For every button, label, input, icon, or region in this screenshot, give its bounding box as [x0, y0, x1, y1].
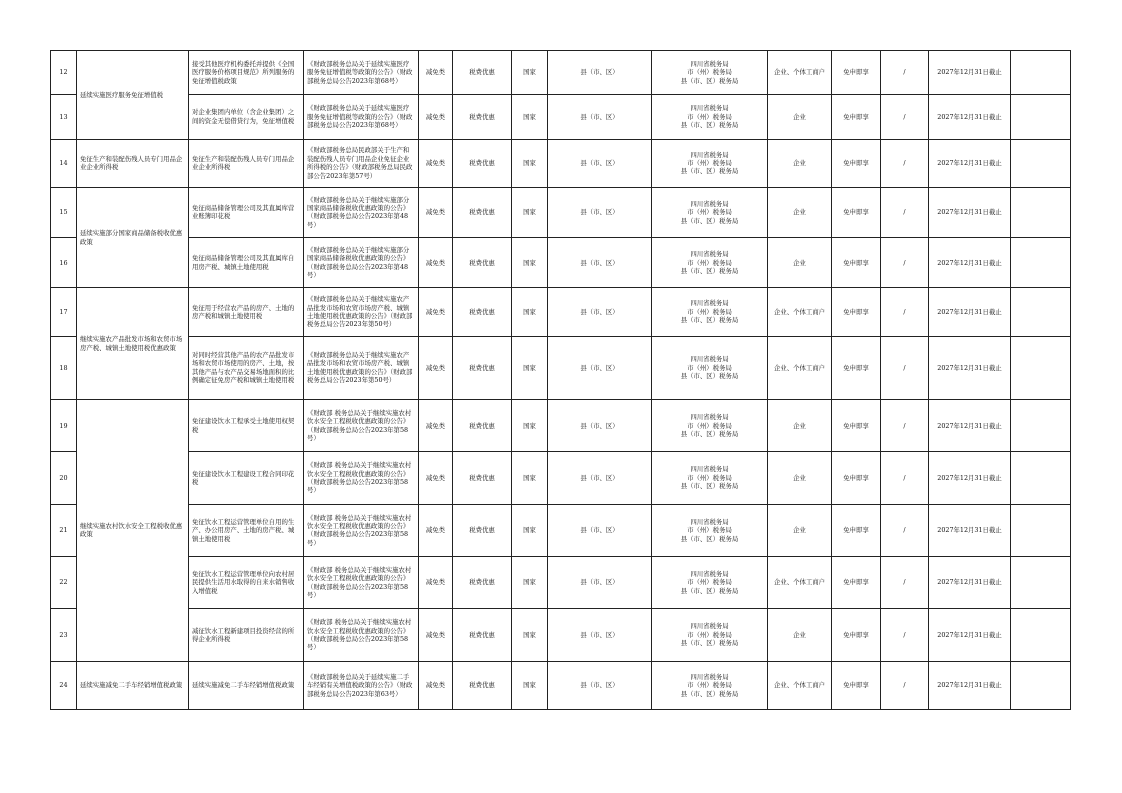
- implementing-agency: 四川省税务局 市（州）税务局 县（市、区）税务局: [652, 452, 768, 504]
- policy-nature: 税费优惠: [453, 557, 512, 609]
- eligible-subject: 企业、个体工商户: [768, 661, 832, 709]
- row-number: 19: [51, 400, 77, 452]
- application-method: 免申即享: [832, 609, 881, 661]
- no-application-item: /: [881, 504, 929, 556]
- implementation-area: 县（市、区）: [548, 452, 652, 504]
- row-number: 16: [51, 238, 77, 288]
- row-number: 18: [51, 336, 77, 399]
- eligible-subject: 企业、个体工商户: [768, 51, 832, 95]
- no-application-item: /: [881, 51, 929, 95]
- policy-category: 延续实施医疗服务免征增值税: [77, 51, 189, 140]
- row-number: 14: [51, 139, 77, 187]
- eligible-subject: 企业: [768, 139, 832, 187]
- row-number: 23: [51, 609, 77, 661]
- implementation-area: 县（市、区）: [548, 139, 652, 187]
- policy-type: 减免类: [419, 400, 453, 452]
- policy-level: 国家: [512, 139, 548, 187]
- application-method: 免申即享: [832, 95, 881, 139]
- policy-deadline: 2027年12月31日截止: [929, 336, 1011, 399]
- table-row: [51, 504, 1071, 556]
- no-application-item: /: [881, 238, 929, 288]
- policy-nature: 税费优惠: [453, 139, 512, 187]
- implementation-area: 县（市、区）: [548, 504, 652, 556]
- policy-type: 减免类: [419, 288, 453, 336]
- policy-nature: 税费优惠: [453, 288, 512, 336]
- policy-deadline: 2027年12月31日截止: [929, 557, 1011, 609]
- implementation-area: 县（市、区）: [548, 609, 652, 661]
- policy-nature: 税费优惠: [453, 452, 512, 504]
- application-method: 免申即享: [832, 557, 881, 609]
- table-row: [51, 51, 1071, 95]
- policy-nature: 税费优惠: [453, 504, 512, 556]
- policy-level: 国家: [512, 452, 548, 504]
- eligible-subject: 企业、个体工商户: [768, 557, 832, 609]
- policy-level: 国家: [512, 187, 548, 237]
- remarks-cell: [1011, 238, 1071, 288]
- remarks-cell: [1011, 400, 1071, 452]
- eligible-subject: 企业: [768, 609, 832, 661]
- policy-level: 国家: [512, 609, 548, 661]
- eligible-subject: 企业、个体工商户: [768, 288, 832, 336]
- policy-document: 《财政部税务总局关于延续实施二手车经销有关增值税政策的公告》（财政部税务总局公告2023年第63号）: [304, 661, 419, 709]
- policy-item: 免征用于经营农产品的房产、土地的房产税和城镇土地使用税: [189, 288, 304, 336]
- implementing-agency: 四川省税务局 市（州）税务局 县（市、区）税务局: [652, 400, 768, 452]
- policy-level: 国家: [512, 288, 548, 336]
- table-row: [51, 139, 1071, 187]
- row-number: 21: [51, 504, 77, 556]
- policy-deadline: 2027年12月31日截止: [929, 609, 1011, 661]
- eligible-subject: 企业: [768, 238, 832, 288]
- policy-document: 《财政部税务总局民政部关于生产和装配伤残人员专门用品企业免征企业所得税的公告》（财政部税务总局民政部公告2023年第57号）: [304, 139, 419, 187]
- policy-document: 《财政部税务总局关于继续实施农产品批发市场和农贸市场房产税、城镇土地使用税优惠政策的公告》（财政部税务总局公告2023年第50号）: [304, 336, 419, 399]
- implementing-agency: 四川省税务局 市（州）税务局 县（市、区）税务局: [652, 557, 768, 609]
- application-method: 免申即享: [832, 661, 881, 709]
- policy-deadline: 2027年12月31日截止: [929, 95, 1011, 139]
- policy-level: 国家: [512, 336, 548, 399]
- policy-type: 减免类: [419, 609, 453, 661]
- remarks-cell: [1011, 187, 1071, 237]
- policy-document: 《财政部税务总局关于延续实施医疗服务免征增值税等政策的公告》（财政部税务总局公告2023年第68号）: [304, 95, 419, 139]
- policy-item: 免征建设饮水工程承受土地使用权契税: [189, 400, 304, 452]
- policy-deadline: 2027年12月31日截止: [929, 452, 1011, 504]
- policy-item: 免征建设饮水工程建设工程合同印花税: [189, 452, 304, 504]
- remarks-cell: [1011, 336, 1071, 399]
- policy-type: 减免类: [419, 187, 453, 237]
- policy-category: 继续实施农产品批发市场和农贸市场房产税、城镇土地使用税优惠政策: [77, 288, 189, 400]
- implementation-area: 县（市、区）: [548, 336, 652, 399]
- implementing-agency: 四川省税务局 市（州）税务局 县（市、区）税务局: [652, 51, 768, 95]
- policy-nature: 税费优惠: [453, 187, 512, 237]
- table-row: [51, 95, 1071, 139]
- implementation-area: 县（市、区）: [548, 288, 652, 336]
- policy-item: 对企业集团内单位（含企业集团）之间的资金无偿借贷行为，免征增值税: [189, 95, 304, 139]
- policy-deadline: 2027年12月31日截止: [929, 661, 1011, 709]
- policy-type: 减免类: [419, 504, 453, 556]
- no-application-item: /: [881, 95, 929, 139]
- row-number: 15: [51, 187, 77, 237]
- table-row: [51, 609, 1071, 661]
- table-row: [51, 661, 1071, 709]
- policy-category: 继续实施农村饮水安全工程税收优惠政策: [77, 400, 189, 662]
- policy-type: 减免类: [419, 661, 453, 709]
- policy-type: 减免类: [419, 238, 453, 288]
- policy-category: 免征生产和装配伤残人员专门用品企业企业所得税: [77, 139, 189, 187]
- implementation-area: 县（市、区）: [548, 95, 652, 139]
- row-number: 24: [51, 661, 77, 709]
- policy-item: 减征饮水工程新建项目投资经营的所得企业所得税: [189, 609, 304, 661]
- implementation-area: 县（市、区）: [548, 187, 652, 237]
- implementing-agency: 四川省税务局 市（州）税务局 县（市、区）税务局: [652, 661, 768, 709]
- table-body: [51, 51, 1071, 710]
- policy-level: 国家: [512, 400, 548, 452]
- application-method: 免申即享: [832, 187, 881, 237]
- no-application-item: /: [881, 139, 929, 187]
- policy-deadline: 2027年12月31日截止: [929, 51, 1011, 95]
- policy-nature: 税费优惠: [453, 400, 512, 452]
- no-application-item: /: [881, 609, 929, 661]
- no-application-item: /: [881, 187, 929, 237]
- policy-level: 国家: [512, 95, 548, 139]
- policy-deadline: 2027年12月31日截止: [929, 139, 1011, 187]
- policy-deadline: 2027年12月31日截止: [929, 504, 1011, 556]
- implementation-area: 县（市、区）: [548, 238, 652, 288]
- implementing-agency: 四川省税务局 市（州）税务局 县（市、区）税务局: [652, 609, 768, 661]
- policy-nature: 税费优惠: [453, 661, 512, 709]
- table-row: [51, 238, 1071, 288]
- table-row: [51, 288, 1071, 336]
- row-number: 22: [51, 557, 77, 609]
- row-number: 12: [51, 51, 77, 95]
- remarks-cell: [1011, 557, 1071, 609]
- eligible-subject: 企业: [768, 187, 832, 237]
- application-method: 免申即享: [832, 452, 881, 504]
- no-application-item: /: [881, 400, 929, 452]
- policy-type: 减免类: [419, 557, 453, 609]
- remarks-cell: [1011, 609, 1071, 661]
- remarks-cell: [1011, 504, 1071, 556]
- policy-table: [50, 50, 1071, 710]
- policy-document: 《财政部税务总局关于延续实施医疗服务免征增值税等政策的公告》（财政部税务总局公告2023年第68号）: [304, 51, 419, 95]
- row-number: 13: [51, 95, 77, 139]
- no-application-item: /: [881, 336, 929, 399]
- policy-document: 《财政部税务总局关于继续实施部分国家商品储备税收优惠政策的公告》（财政部税务总局公告2023年第48号）: [304, 238, 419, 288]
- policy-deadline: 2027年12月31日截止: [929, 238, 1011, 288]
- policy-item: 免征生产和装配伤残人员专门用品企业企业所得税: [189, 139, 304, 187]
- application-method: 免申即享: [832, 400, 881, 452]
- policy-category: 延续实施减免二手车经销增值税政策: [77, 661, 189, 709]
- eligible-subject: 企业: [768, 400, 832, 452]
- policy-document: 《财政部 税务总局关于继续实施农村饮水安全工程税收优惠政策的公告》（财政部税务总局公告2023年第58号）: [304, 452, 419, 504]
- policy-nature: 税费优惠: [453, 51, 512, 95]
- policy-type: 减免类: [419, 139, 453, 187]
- policy-document: 《财政部税务总局关于继续实施农产品批发市场和农贸市场房产税、城镇土地使用税优惠政策的公告》（财政部税务总局公告2023年第50号）: [304, 288, 419, 336]
- policy-nature: 税费优惠: [453, 95, 512, 139]
- remarks-cell: [1011, 139, 1071, 187]
- policy-item: 免征饮水工程运营管理单位向农村居民提供生活用水取得的自来水销售收入增值税: [189, 557, 304, 609]
- implementing-agency: 四川省税务局 市（州）税务局 县（市、区）税务局: [652, 288, 768, 336]
- policy-deadline: 2027年12月31日截止: [929, 288, 1011, 336]
- implementing-agency: 四川省税务局 市（州）税务局 县（市、区）税务局: [652, 187, 768, 237]
- application-method: 免申即享: [832, 238, 881, 288]
- table-row: [51, 557, 1071, 609]
- eligible-subject: 企业: [768, 504, 832, 556]
- policy-category: 延续实施部分国家商品储备税收优惠政策: [77, 187, 189, 288]
- table-row: [51, 452, 1071, 504]
- application-method: 免申即享: [832, 288, 881, 336]
- application-method: 免申即享: [832, 504, 881, 556]
- policy-nature: 税费优惠: [453, 238, 512, 288]
- policy-nature: 税费优惠: [453, 336, 512, 399]
- remarks-cell: [1011, 51, 1071, 95]
- implementation-area: 县（市、区）: [548, 400, 652, 452]
- remarks-cell: [1011, 661, 1071, 709]
- implementing-agency: 四川省税务局 市（州）税务局 县（市、区）税务局: [652, 504, 768, 556]
- policy-item: 免征商品储备管理公司及其直属库自用房产税、城镇土地使用税: [189, 238, 304, 288]
- row-number: 20: [51, 452, 77, 504]
- no-application-item: /: [881, 452, 929, 504]
- implementation-area: 县（市、区）: [548, 51, 652, 95]
- policy-item: 免征商品储备管理公司及其直属库营业账簿印花税: [189, 187, 304, 237]
- implementing-agency: 四川省税务局 市（州）税务局 县（市、区）税务局: [652, 139, 768, 187]
- policy-type: 减免类: [419, 452, 453, 504]
- policy-document: 《财政部税务总局关于继续实施部分国家商品储备税收优惠政策的公告》（财政部税务总局公告2023年第48号）: [304, 187, 419, 237]
- policy-document: 《财政部 税务总局关于继续实施农村饮水安全工程税收优惠政策的公告》（财政部税务总局公告2023年第58号）: [304, 557, 419, 609]
- application-method: 免申即享: [832, 51, 881, 95]
- policy-document: 《财政部 税务总局关于继续实施农村饮水安全工程税收优惠政策的公告》（财政部税务总局公告2023年第58号）: [304, 504, 419, 556]
- policy-level: 国家: [512, 557, 548, 609]
- no-application-item: /: [881, 288, 929, 336]
- policy-document: 《财政部 税务总局关于继续实施农村饮水安全工程税收优惠政策的公告》（财政部税务总局公告2023年第58号）: [304, 400, 419, 452]
- policy-level: 国家: [512, 504, 548, 556]
- policy-document: 《财政部 税务总局关于继续实施农村饮水安全工程税收优惠政策的公告》（财政部税务总局公告2023年第58号）: [304, 609, 419, 661]
- policy-deadline: 2027年12月31日截止: [929, 400, 1011, 452]
- eligible-subject: 企业: [768, 95, 832, 139]
- application-method: 免申即享: [832, 139, 881, 187]
- eligible-subject: 企业: [768, 452, 832, 504]
- row-number: 17: [51, 288, 77, 336]
- policy-nature: 税费优惠: [453, 609, 512, 661]
- policy-deadline: 2027年12月31日截止: [929, 187, 1011, 237]
- remarks-cell: [1011, 288, 1071, 336]
- policy-level: 国家: [512, 51, 548, 95]
- table-row: [51, 336, 1071, 399]
- policy-type: 减免类: [419, 95, 453, 139]
- implementation-area: 县（市、区）: [548, 661, 652, 709]
- implementing-agency: 四川省税务局 市（州）税务局 县（市、区）税务局: [652, 95, 768, 139]
- implementing-agency: 四川省税务局 市（州）税务局 县（市、区）税务局: [652, 238, 768, 288]
- policy-type: 减免类: [419, 51, 453, 95]
- table-row: [51, 400, 1071, 452]
- policy-level: 国家: [512, 661, 548, 709]
- policy-item: 接受其他医疗机构委托并提供《全国医疗服务价格项目规范》所列服务的免征增值税政策: [189, 51, 304, 95]
- no-application-item: /: [881, 661, 929, 709]
- application-method: 免申即享: [832, 336, 881, 399]
- policy-level: 国家: [512, 238, 548, 288]
- remarks-cell: [1011, 95, 1071, 139]
- no-application-item: /: [881, 557, 929, 609]
- eligible-subject: 企业、个体工商户: [768, 336, 832, 399]
- implementing-agency: 四川省税务局 市（州）税务局 县（市、区）税务局: [652, 336, 768, 399]
- table-row: [51, 187, 1071, 237]
- policy-item: 免征饮水工程运营管理单位自用的生产、办公用房产、土地的房产税、城镇土地使用税: [189, 504, 304, 556]
- policy-type: 减免类: [419, 336, 453, 399]
- implementation-area: 县（市、区）: [548, 557, 652, 609]
- policy-item: 对同时经营其他产品的农产品批发市场和农贸市场使用的房产、土地，按其他产品与农产品交易场地面积的比例确定征免房产税和城镇土地使用税: [189, 336, 304, 399]
- policy-item: 延续实施减免二手车经销增值税政策: [189, 661, 304, 709]
- remarks-cell: [1011, 452, 1071, 504]
